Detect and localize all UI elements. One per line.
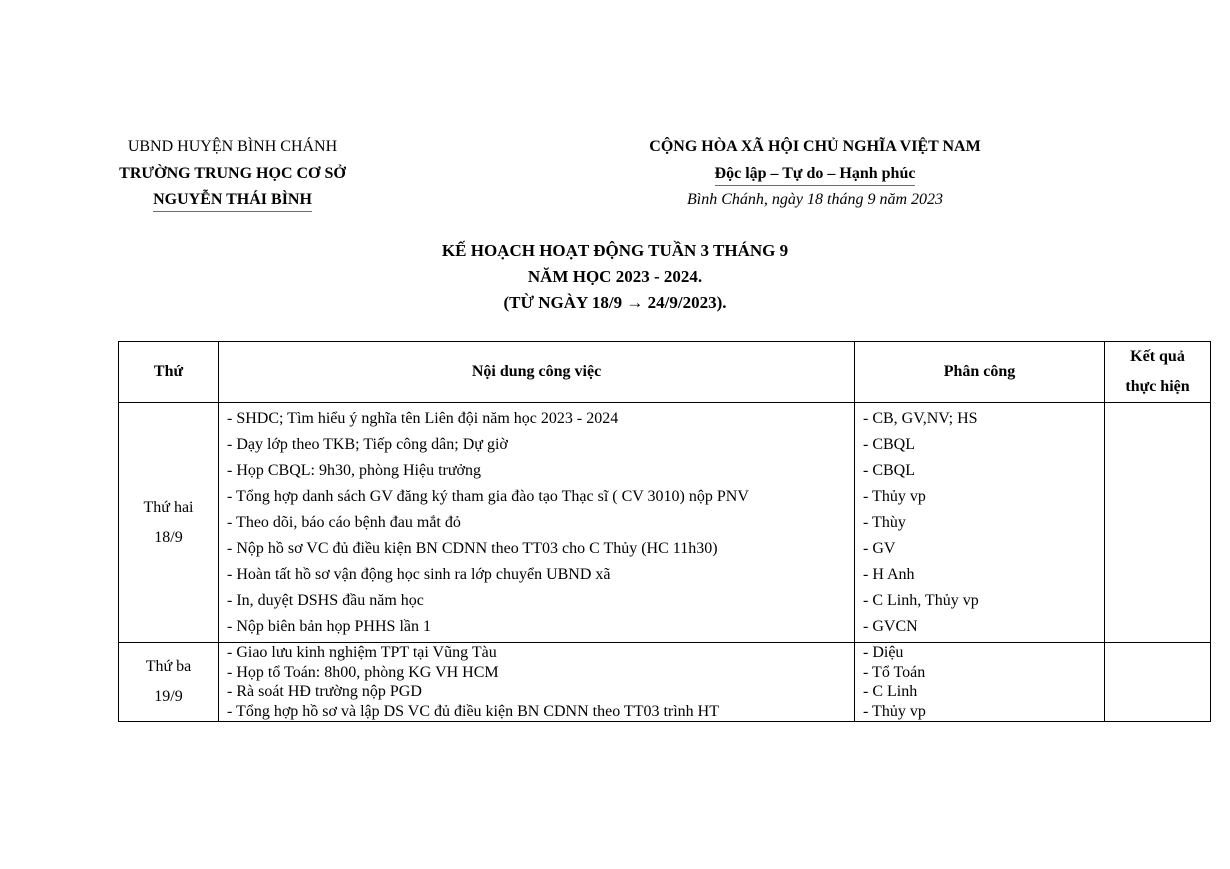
- school-type: TRƯỜNG TRUNG HỌC CƠ SỞ: [119, 164, 346, 182]
- task-item: - Dạy lớp theo TKB; Tiếp công dân; Dự giờ: [227, 436, 508, 453]
- assignee-item: - CBQL: [863, 462, 915, 479]
- task-item: - Nộp biên bản họp PHHS lần 1: [227, 618, 431, 635]
- task-item: - Rà soát HĐ trường nộp PGD: [227, 683, 422, 700]
- assignee-item: - H Anh: [863, 566, 915, 583]
- result-cell: [1105, 643, 1211, 722]
- header-left: [90, 134, 375, 214]
- task-item: - Theo dõi, báo cáo bệnh đau mắt đỏ: [227, 514, 461, 531]
- school-name: NGUYỄN THÁI BÌNH: [153, 189, 312, 212]
- assignee-item: - Thùy: [863, 514, 906, 531]
- assign-cell: [855, 403, 1105, 643]
- header-result: [1105, 342, 1211, 403]
- header-assign: Phân công: [855, 342, 1105, 403]
- assignee-item: - Tổ Toán: [863, 663, 926, 681]
- document-title: [0, 238, 1230, 316]
- header-day: Thứ: [119, 342, 219, 403]
- task-item: - Giao lưu kinh nghiệm TPT tại Vũng Tàu: [227, 644, 497, 661]
- tasks-cell: [219, 403, 855, 643]
- day-cell: [119, 403, 219, 643]
- task-item: - Hoàn tất hồ sơ vận động học sinh ra lớp chuyển UBND xã: [227, 566, 611, 583]
- day-label: Thứ ba: [145, 658, 192, 675]
- task-item: - Họp tổ Toán: 8h00, phòng KG VH HCM: [227, 663, 499, 681]
- table-row: [119, 403, 1211, 643]
- task-item: - Nộp hồ sơ VC đủ điều kiện BN CDNN theo TT03 cho C Thủy (HC 11h30): [227, 540, 718, 557]
- title-line-3: (TỪ NGÀY 18/9 → 24/9/2023).: [503, 293, 727, 312]
- title-line-1: KẾ HOẠCH HOẠT ĐỘNG TUẦN 3 THÁNG 9: [441, 241, 789, 260]
- day-label: Thứ hai: [143, 498, 194, 516]
- assignee-item: - C Linh, Thủy vp: [863, 592, 979, 609]
- header-result-line-2: thực hiện: [1125, 378, 1190, 395]
- table-row: [119, 643, 1211, 722]
- header-result-line-1: Kết quả: [1130, 348, 1185, 365]
- assign-cell: [855, 643, 1105, 722]
- tasks-cell: [219, 643, 855, 722]
- assignee-item: - CBQL: [863, 436, 915, 453]
- title-line-2: NĂM HỌC 2023 - 2024.: [527, 267, 703, 286]
- district-name: UBND HUYỆN BÌNH CHÁNH: [127, 138, 338, 155]
- assignee-item: - C Linh: [863, 683, 918, 700]
- day-date: 19/9: [154, 688, 183, 705]
- header-right: [580, 134, 1050, 214]
- assignee-item: - Diệu: [863, 644, 904, 661]
- result-cell: [1105, 403, 1211, 643]
- activity-table: [118, 341, 1211, 722]
- document-date: Bình Chánh, ngày 18 tháng 9 năm 2023: [687, 191, 943, 208]
- assignee-item: - GVCN: [863, 618, 918, 635]
- task-item: - Tổng hợp hồ sơ và lập DS VC đủ điều kiện BN CDNN theo TT03 trình HT: [227, 702, 720, 720]
- assignee-item: - GV: [863, 540, 896, 557]
- national-motto: Độc lập – Tự do – Hạnh phúc: [715, 163, 916, 186]
- header-content: Nội dung công việc: [219, 342, 855, 403]
- task-item: - Họp CBQL: 9h30, phòng Hiệu trưởng: [227, 462, 482, 479]
- task-item: - Tổng hợp danh sách GV đăng ký tham gia đào tạo Thạc sĩ ( CV 3010) nộp PNV: [227, 488, 749, 505]
- task-item: - In, duyệt DSHS đầu năm học: [227, 592, 424, 609]
- day-cell: [119, 643, 219, 722]
- day-date: 18/9: [154, 528, 183, 546]
- assignee-item: - Thủy vp: [863, 488, 926, 505]
- task-item: - SHDC; Tìm hiểu ý nghĩa tên Liên đội năm học 2023 - 2024: [227, 410, 619, 427]
- national-title: CỘNG HÒA XÃ HỘI CHỦ NGHĨA VIỆT NAM: [649, 138, 981, 155]
- table-header-row: [119, 342, 1211, 403]
- assignee-item: - Thủy vp: [863, 702, 926, 720]
- assignee-item: - CB, GV,NV; HS: [863, 410, 978, 427]
